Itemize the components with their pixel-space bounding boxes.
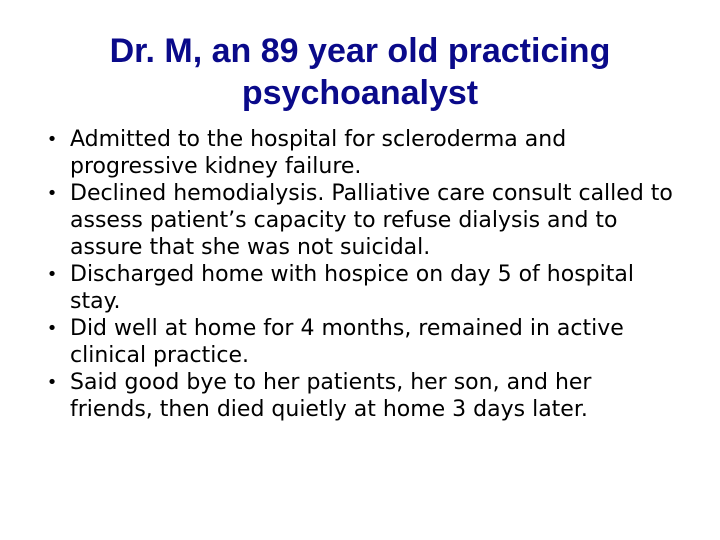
bullet-text: Admitted to the hospital for scleroderma and progressive kidney failure. (70, 127, 567, 179)
bullet-text: Did well at home for 4 months, remained in active clinical practice. (70, 316, 624, 368)
bullet-text: Said good bye to her patients, her son, and her friends, then died quietly at home 3 days later. (70, 370, 592, 422)
bullet-item (40, 315, 680, 369)
bullet-text: Declined hemodialysis. Palliative care consult called to assess patient’s capacity to refuse dialysis and to assure that she was not suicidal. (70, 181, 673, 260)
bullet-list (40, 126, 680, 423)
bullet-icon: • (46, 129, 58, 150)
slide-title (20, 30, 700, 114)
slide-title-line-1: Dr. M, an 89 year old practicing (109, 32, 611, 70)
bullet-icon: • (46, 318, 58, 339)
slide-title-line-2: psychoanalyst (241, 74, 479, 112)
bullet-item (40, 180, 680, 261)
bullet-icon: • (46, 264, 58, 285)
bullet-item (40, 369, 680, 423)
bullet-item (40, 261, 680, 315)
bullet-icon: • (46, 183, 58, 204)
bullet-text: Discharged home with hospice on day 5 of hospital stay. (70, 262, 634, 314)
bullet-item (40, 126, 680, 180)
bullet-icon: • (46, 372, 58, 393)
